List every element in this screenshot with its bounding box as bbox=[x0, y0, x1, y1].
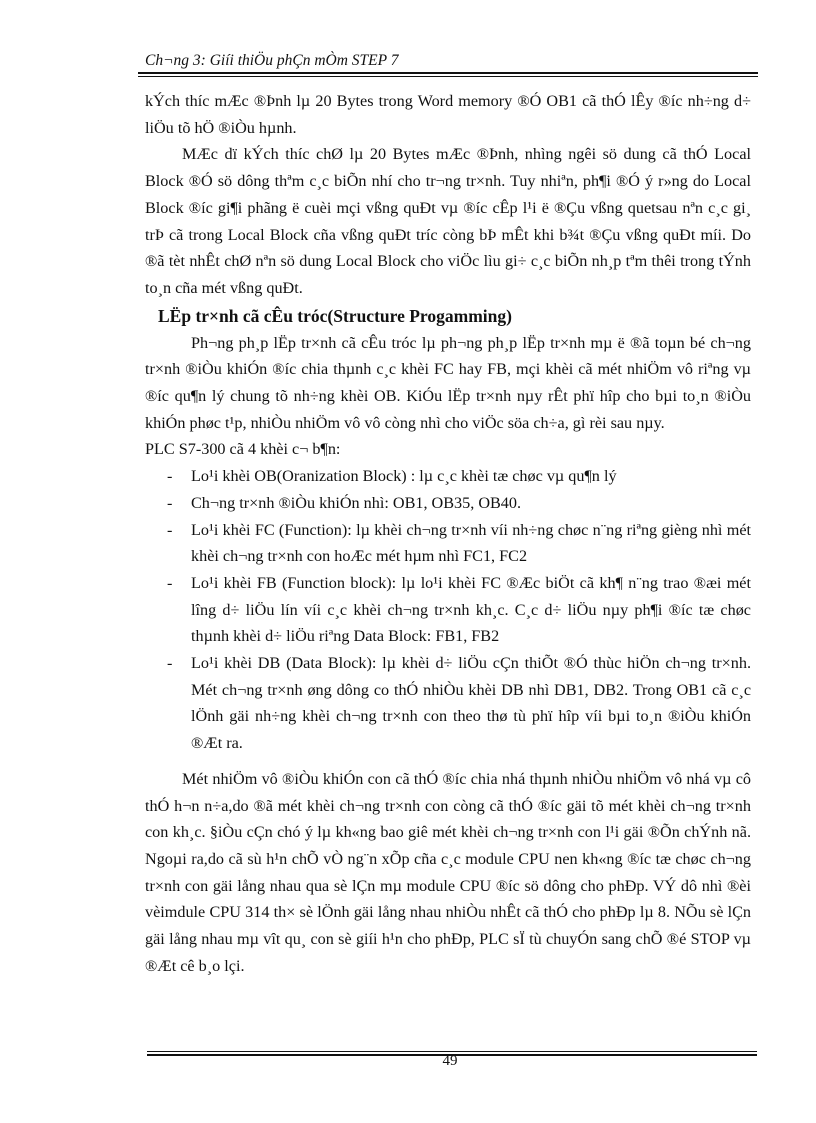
list-item-text: Lo¹i khèi DB (Data Block): lµ khèi d÷ liÖu cÇn thiÕt ®Ó thùc hiÖn ch¬ng tr×nh. Mét ch¬ng tr×nh øng dông co thÓ nhiÒu khèi DB nhì DB1, DB2. Trong OB1 cã c¸c lÖnh gäi nh÷ng khèi ch¬ng tr×nh con theo thø tù phï hîp víi bµi to¸n ®iÒu khiÓn ®Æt ra. bbox=[191, 654, 751, 753]
list-item bbox=[145, 570, 751, 650]
list-item-text: Lo¹i khèi OB(Oranization Block) : lµ c¸c khèi tæ chøc vµ qu¶n lý bbox=[191, 467, 617, 486]
paragraph-block-types-intro: PLC S7-300 cã 4 khèi c¬ b¶n: bbox=[145, 440, 341, 459]
footer-rule-thin bbox=[147, 1051, 757, 1052]
list-marker: - bbox=[167, 493, 173, 512]
paragraph-structured-programming: Ph¬ng ph¸p lËp tr×nh cã cÊu tróc lµ ph¬ng ph¸p lËp tr×nh mµ ë ®ã toµn bé ch¬ng tr×nh ®iÒu khiÓn ®íc chia thµnh c¸c khèi FC hay FB, mçi khèi cã mét nhiÖm vô riªng vµ ®íc qu¶n lý chung tõ nh÷ng khèi OB. KiÓu lËp tr×nh nµy rÊt phï hîp cho bµi to¸n ®iÒu khiÓn phøc t¹p, nhiÒu nhiÖm vô vô còng nhì cho viÖc söa ch÷a, gì rèi sau nµy. bbox=[145, 333, 751, 432]
body-text bbox=[145, 88, 751, 980]
list-item-text: Lo¹i khèi FB (Function block): lµ lo¹i khèi FC ®Æc biÖt cã kh¶ n¨ng trao ®æi mét lîng d÷ liÖu lín víi c¸c khèi ch¬ng tr×nh kh¸c. C¸c d÷ liÖu nµy ph¶i ®íc tæ chøc thµnh khèi d÷ liÖu riªng Data Block: FB1, FB2 bbox=[191, 573, 751, 646]
list-item-text: Lo¹i khèi FC (Function): lµ khèi ch¬ng tr×nh víi nh÷ng chøc n¨ng riªng gièng nhì mét khèi ch¬ng tr×nh con hoÆc mét hµm nhì FC1, FC2 bbox=[191, 520, 751, 566]
paragraph-nested-calls: Mét nhiÖm vô ®iÒu khiÓn con cã thÓ ®íc chia nhá thµnh nhiÒu nhiÖm vô nhá vµ cô thÓ h¬n n÷a,do ®ã mét khèi ch¬ng tr×nh con còng cã thÓ ®íc gäi tõ mét khèi ch¬ng tr×nh con kh¸c. §iÒu cÇn chó ý lµ kh«ng bao giê mét khèi ch¬ng tr×nh con l¹i gäi ®Õn chÝnh nã. Ngoµi ra,do cã sù h¹n chÕ vÒ ng¨n xÕp cña c¸c module CPU nen kh«ng ®íc tæ chøc ch¬ng tr×nh con gäi lång nhau qua sè lÇn mµ module CPU ®íc sö dông cho phÐp. VÝ dô nhì ®èi vèimdule CPU 314 th× sè lÖnh gäi lång nhau nhiÒu nhÊt cã thÓ cho phÐp lµ 8. NÕu sè lÇn gäi lång nhau mµ vît qu¸ con sè giíi h¹n cho phÐp, PLC sÏ tù chuyÓn sang chÕ ®é STOP vµ ®Æt cê b¸o lçi. bbox=[145, 769, 751, 975]
list-marker: - bbox=[167, 654, 173, 673]
list-item bbox=[145, 517, 751, 570]
list-item-text: Ch¬ng tr×nh ®iÒu khiÓn nhì: OB1, OB35, OB40. bbox=[191, 493, 522, 512]
list-item bbox=[145, 463, 751, 490]
list-marker: - bbox=[167, 520, 173, 539]
header-rule-thin bbox=[138, 76, 758, 77]
section-heading: LËp tr×nh cã cÊu tróc(Structure Progamming) bbox=[158, 305, 512, 326]
list-marker: - bbox=[167, 467, 173, 486]
list-marker: - bbox=[167, 573, 173, 592]
spacer bbox=[145, 757, 751, 766]
chapter-header: Ch¬ng 3: Giíi thiÖu phÇn mÒm STEP 7 bbox=[145, 52, 399, 69]
header-rule-thick bbox=[138, 72, 758, 74]
page-number: 49 bbox=[442, 1053, 458, 1069]
paragraph-local-block: MÆc dï kÝch thíc chØ lµ 20 Bytes mÆc ®Þnh, nhìng ngêi sö dung cã thÓ Local Block ®Ó sö dông thªm c¸c biÕn nhí cho tr¬ng tr×nh. Tuy nhiªn, ph¶i ®Ó ý r»ng do Local Block ®íc gi¶i phãng ë cuèi mçi vßng quÐt vµ ®íc cÊp l¹i ë ®Çu vßng quetsau nªn c¸c gi¸ trÞ cã trong Local Block cña vßng quÐt tríc còng bÞ mÊt khi b¾t ®Çu vßng quÐt míi. Do ®ã tèt nhÊt chØ nªn sö dung Local Block cho viÖc lìu gi÷ c¸c biÕn nh¸p tªm thêi trong tÝnh to¸n cña mét vßng quÐt. bbox=[145, 145, 751, 297]
list-item bbox=[145, 650, 751, 757]
list-item bbox=[145, 490, 751, 517]
block-types-list bbox=[145, 463, 751, 757]
paragraph-continued: kÝch thíc mÆc ®Þnh lµ 20 Bytes trong Word memory ®Ó OB1 cã thÓ lÊy ®íc nh÷ng d÷ liÖu tõ hÖ ®iÒu hµnh. bbox=[145, 92, 751, 137]
